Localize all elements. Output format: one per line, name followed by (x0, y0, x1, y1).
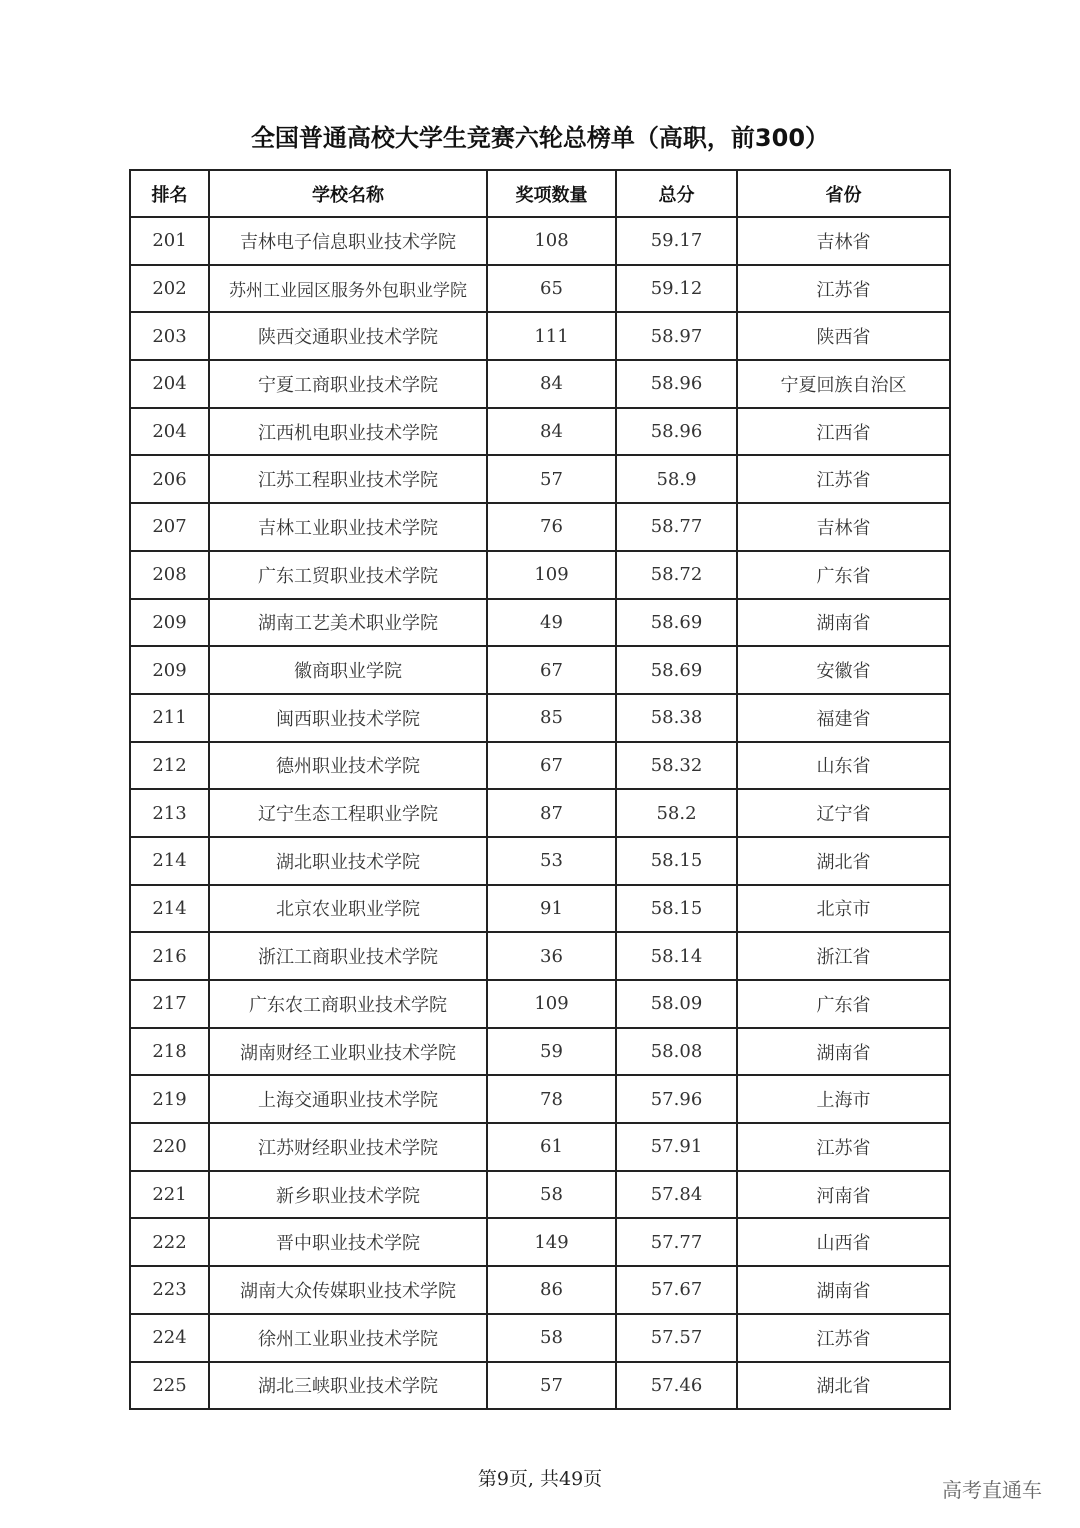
total-score-cell: 58.38 (616, 694, 737, 742)
rank-cell: 223 (130, 1266, 209, 1314)
award-count-cell: 108 (487, 217, 616, 265)
total-score-cell: 59.12 (616, 265, 737, 313)
school-name-cell: 辽宁生态工程职业学院 (209, 789, 487, 837)
rank-cell: 214 (130, 885, 209, 933)
rank-cell: 201 (130, 217, 209, 265)
rank-cell: 222 (130, 1218, 209, 1266)
rank-cell: 216 (130, 932, 209, 980)
rank-cell: 219 (130, 1075, 209, 1123)
header-total-score: 总分 (616, 170, 737, 217)
school-name-cell: 广东工贸职业技术学院 (209, 551, 487, 599)
award-count-cell: 85 (487, 694, 616, 742)
total-score-cell: 58.69 (616, 646, 737, 694)
province-cell: 湖南省 (737, 599, 950, 647)
table-row (130, 742, 950, 790)
province-cell: 湖南省 (737, 1028, 950, 1076)
province-cell: 上海市 (737, 1075, 950, 1123)
award-count-cell: 53 (487, 837, 616, 885)
school-name-cell: 江苏财经职业技术学院 (209, 1123, 487, 1171)
header-rank: 排名 (130, 170, 209, 217)
total-score-cell: 58.08 (616, 1028, 737, 1076)
rank-cell: 213 (130, 789, 209, 837)
province-cell: 江苏省 (737, 1314, 950, 1362)
table-row (130, 885, 950, 933)
award-count-cell: 67 (487, 646, 616, 694)
province-cell: 湖南省 (737, 1266, 950, 1314)
rank-cell: 221 (130, 1171, 209, 1219)
province-cell: 陕西省 (737, 312, 950, 360)
province-cell: 江苏省 (737, 455, 950, 503)
school-name-cell: 徽商职业学院 (209, 646, 487, 694)
page-number: 第9页, 共49页 (477, 1468, 603, 1490)
rank-cell: 207 (130, 503, 209, 551)
rank-cell: 204 (130, 360, 209, 408)
school-name-cell: 北京农业职业学院 (209, 885, 487, 933)
award-count-cell: 84 (487, 408, 616, 456)
table-row (130, 1075, 950, 1123)
award-count-cell: 36 (487, 932, 616, 980)
rank-cell: 209 (130, 599, 209, 647)
province-cell: 河南省 (737, 1171, 950, 1219)
rank-cell: 211 (130, 694, 209, 742)
rank-cell: 225 (130, 1362, 209, 1410)
province-cell: 广东省 (737, 980, 950, 1028)
table-row (130, 1171, 950, 1219)
award-count-cell: 57 (487, 1362, 616, 1410)
award-count-cell: 58 (487, 1314, 616, 1362)
province-cell: 吉林省 (737, 217, 950, 265)
province-cell: 山东省 (737, 742, 950, 790)
table-row (130, 932, 950, 980)
table-row (130, 312, 950, 360)
school-name-cell: 江苏工程职业技术学院 (209, 455, 487, 503)
province-cell: 辽宁省 (737, 789, 950, 837)
school-name-cell: 晋中职业技术学院 (209, 1218, 487, 1266)
award-count-cell: 49 (487, 599, 616, 647)
province-cell: 湖北省 (737, 1362, 950, 1410)
table-row (130, 503, 950, 551)
award-count-cell: 149 (487, 1218, 616, 1266)
province-cell: 吉林省 (737, 503, 950, 551)
province-cell: 北京市 (737, 885, 950, 933)
total-score-cell: 58.72 (616, 551, 737, 599)
school-name-cell: 德州职业技术学院 (209, 742, 487, 790)
table-row (130, 646, 950, 694)
header-award-count: 奖项数量 (487, 170, 616, 217)
school-name-cell: 宁夏工商职业技术学院 (209, 360, 487, 408)
table-row (130, 1218, 950, 1266)
table-row (130, 1123, 950, 1171)
rank-cell: 202 (130, 265, 209, 313)
province-cell: 江西省 (737, 408, 950, 456)
table-row (130, 1028, 950, 1076)
watermark: 高考直通车 (942, 1478, 1042, 1502)
province-cell: 浙江省 (737, 932, 950, 980)
province-cell: 山西省 (737, 1218, 950, 1266)
award-count-cell: 78 (487, 1075, 616, 1123)
table-row (130, 980, 950, 1028)
award-count-cell: 67 (487, 742, 616, 790)
table-row (130, 599, 950, 647)
table-row (130, 1362, 950, 1410)
school-name-cell: 上海交通职业技术学院 (209, 1075, 487, 1123)
school-name-cell: 苏州工业园区服务外包职业学院 (209, 265, 487, 313)
rank-cell: 218 (130, 1028, 209, 1076)
table-row (130, 694, 950, 742)
rank-cell: 204 (130, 408, 209, 456)
total-score-cell: 57.46 (616, 1362, 737, 1410)
award-count-cell: 59 (487, 1028, 616, 1076)
rank-cell: 203 (130, 312, 209, 360)
rank-cell: 212 (130, 742, 209, 790)
table-row (130, 1266, 950, 1314)
school-name-cell: 湖南大众传媒职业技术学院 (209, 1266, 487, 1314)
rank-cell: 208 (130, 551, 209, 599)
award-count-cell: 58 (487, 1171, 616, 1219)
total-score-cell: 58.32 (616, 742, 737, 790)
school-name-cell: 吉林工业职业技术学院 (209, 503, 487, 551)
province-cell: 江苏省 (737, 1123, 950, 1171)
total-score-cell: 57.96 (616, 1075, 737, 1123)
rank-cell: 206 (130, 455, 209, 503)
total-score-cell: 58.15 (616, 837, 737, 885)
table-body (130, 217, 950, 1409)
header-school-name: 学校名称 (209, 170, 487, 217)
total-score-cell: 58.96 (616, 408, 737, 456)
total-score-cell: 58.2 (616, 789, 737, 837)
school-name-cell: 湖北职业技术学院 (209, 837, 487, 885)
province-cell: 安徽省 (737, 646, 950, 694)
total-score-cell: 58.96 (616, 360, 737, 408)
total-score-cell: 57.57 (616, 1314, 737, 1362)
table-row (130, 408, 950, 456)
ranking-table (129, 169, 951, 1410)
award-count-cell: 84 (487, 360, 616, 408)
total-score-cell: 57.77 (616, 1218, 737, 1266)
total-score-cell: 58.77 (616, 503, 737, 551)
award-count-cell: 91 (487, 885, 616, 933)
award-count-cell: 86 (487, 1266, 616, 1314)
province-cell: 湖北省 (737, 837, 950, 885)
table-row (130, 360, 950, 408)
school-name-cell: 闽西职业技术学院 (209, 694, 487, 742)
award-count-cell: 65 (487, 265, 616, 313)
total-score-cell: 58.69 (616, 599, 737, 647)
table-header-row (130, 170, 950, 217)
table-row (130, 789, 950, 837)
award-count-cell: 57 (487, 455, 616, 503)
school-name-cell: 徐州工业职业技术学院 (209, 1314, 487, 1362)
table-row (130, 837, 950, 885)
total-score-cell: 58.9 (616, 455, 737, 503)
total-score-cell: 57.84 (616, 1171, 737, 1219)
award-count-cell: 87 (487, 789, 616, 837)
rank-cell: 220 (130, 1123, 209, 1171)
total-score-cell: 58.15 (616, 885, 737, 933)
school-name-cell: 广东农工商职业技术学院 (209, 980, 487, 1028)
province-cell: 福建省 (737, 694, 950, 742)
table-row (130, 265, 950, 313)
rank-cell: 217 (130, 980, 209, 1028)
total-score-cell: 59.17 (616, 217, 737, 265)
school-name-cell: 新乡职业技术学院 (209, 1171, 487, 1219)
award-count-cell: 76 (487, 503, 616, 551)
school-name-cell: 湖北三峡职业技术学院 (209, 1362, 487, 1410)
province-cell: 广东省 (737, 551, 950, 599)
school-name-cell: 湖南财经工业职业技术学院 (209, 1028, 487, 1076)
award-count-cell: 109 (487, 980, 616, 1028)
page-title: 全国普通高校大学生竞赛六轮总榜单（高职，前300） (250, 124, 830, 152)
total-score-cell: 58.97 (616, 312, 737, 360)
header-province: 省份 (737, 170, 950, 217)
school-name-cell: 浙江工商职业技术学院 (209, 932, 487, 980)
total-score-cell: 58.09 (616, 980, 737, 1028)
rank-cell: 209 (130, 646, 209, 694)
award-count-cell: 61 (487, 1123, 616, 1171)
school-name-cell: 吉林电子信息职业技术学院 (209, 217, 487, 265)
school-name-cell: 陕西交通职业技术学院 (209, 312, 487, 360)
total-score-cell: 57.67 (616, 1266, 737, 1314)
award-count-cell: 109 (487, 551, 616, 599)
school-name-cell: 湖南工艺美术职业学院 (209, 599, 487, 647)
rank-cell: 224 (130, 1314, 209, 1362)
total-score-cell: 57.91 (616, 1123, 737, 1171)
table-row (130, 455, 950, 503)
school-name-cell: 江西机电职业技术学院 (209, 408, 487, 456)
table-row (130, 1314, 950, 1362)
award-count-cell: 111 (487, 312, 616, 360)
province-cell: 江苏省 (737, 265, 950, 313)
rank-cell: 214 (130, 837, 209, 885)
total-score-cell: 58.14 (616, 932, 737, 980)
table-row (130, 551, 950, 599)
table-row (130, 217, 950, 265)
province-cell: 宁夏回族自治区 (737, 360, 950, 408)
